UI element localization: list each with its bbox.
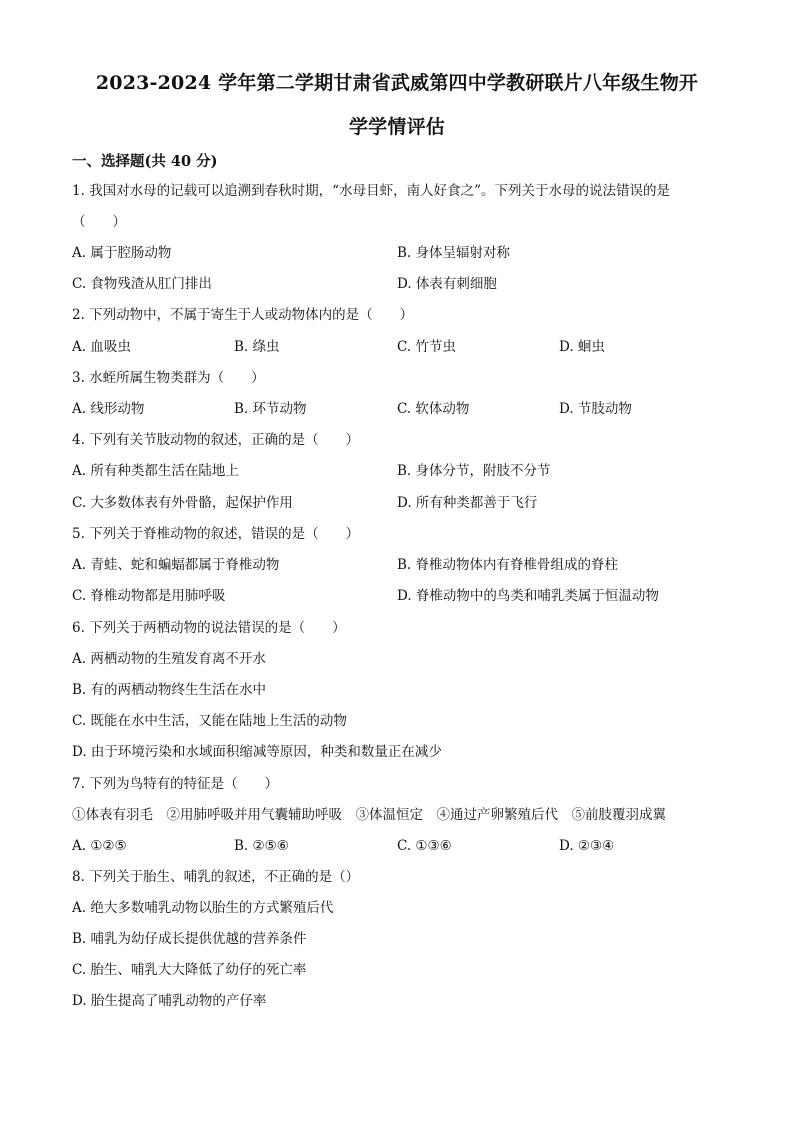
section-heading-choice: 一、选择题(共 40 分) <box>72 153 218 170</box>
exam-title-line2: 学学情评估 <box>348 116 445 138</box>
question-1-option-b: B. 身体呈辐射对称 <box>397 245 511 261</box>
question-2-option-d: D. 蛔虫 <box>559 339 605 355</box>
question-4-option-d: D. 所有种类都善于飞行 <box>397 495 538 511</box>
question-1-option-c: C. 食物残渣从肛门排出 <box>72 276 212 292</box>
question-5-option-b: B. 脊椎动物体内有脊椎骨组成的脊柱 <box>397 557 619 573</box>
question-5-stem: 5. 下列关于脊椎动物的叙述，错误的是（ ） <box>72 526 360 542</box>
question-6-option-b: B. 有的两栖动物终生生活在水中 <box>72 682 267 698</box>
question-7-features: ①体表有羽毛 ②用肺呼吸并用气囊辅助呼吸 ③体温恒定 ④通过产卵繁殖后代 ⑤前肢覆羽成翼 <box>72 807 666 823</box>
question-7-stem: 7. 下列为鸟特有的特征是（ ） <box>72 776 279 792</box>
question-7-option-d: D. ②③④ <box>559 838 615 854</box>
question-2-option-c: C. 竹节虫 <box>397 339 456 355</box>
question-1-stem-line2: （ ） <box>72 214 126 230</box>
question-6-stem: 6. 下列关于两栖动物的说法错误的是（ ） <box>72 620 346 636</box>
question-7-option-a: A. ①②⑤ <box>72 838 127 854</box>
question-4-option-b: B. 身体分节，附肢不分节 <box>397 463 551 479</box>
question-3-option-c: C. 软体动物 <box>397 401 470 417</box>
question-3-option-b: B. 环节动物 <box>234 401 307 417</box>
question-4-stem: 4. 下列有关节肢动物的叙述，正确的是（ ） <box>72 432 360 448</box>
question-4-option-c: C. 大多数体表有外骨骼，起保护作用 <box>72 495 293 511</box>
question-6-option-a: A. 两栖动物的生殖发育离不开水 <box>72 651 266 667</box>
question-5-option-c: C. 脊椎动物都是用肺呼吸 <box>72 588 226 604</box>
question-8-option-a: A. 绝大多数哺乳动物以胎生的方式繁殖后代 <box>72 900 334 916</box>
question-7-option-c: C. ①③⑥ <box>397 838 452 854</box>
question-5-option-a: A. 青蛙、蛇和蝙蝠都属于脊椎动物 <box>72 557 280 573</box>
question-8-option-d: D. 胎生提高了哺乳动物的产仔率 <box>72 993 267 1009</box>
question-1-option-a: A. 属于腔肠动物 <box>72 245 172 261</box>
question-1-stem-line1: 1. 我国对水母的记载可以追溯到春秋时期，“水母目虾，南人好食之”。下列关于水母的说法错误的是 <box>72 183 670 199</box>
question-8-option-b: B. 哺乳为幼仔成长提供优越的营养条件 <box>72 931 307 947</box>
question-2-option-b: B. 绦虫 <box>234 339 280 355</box>
question-6-option-c: C. 既能在水中生活，又能在陆地上生活的动物 <box>72 713 347 729</box>
question-3-option-d: D. 节肢动物 <box>559 401 632 417</box>
question-4-option-a: A. 所有种类都生活在陆地上 <box>72 463 239 479</box>
question-1-option-d: D. 体表有刺细胞 <box>397 276 497 292</box>
question-5-option-d: D. 脊椎动物中的鸟类和哺乳类属于恒温动物 <box>397 588 659 604</box>
exam-title-line1: 2023-2024 学年第二学期甘肃省武威第四中学教研联片八年级生物开 <box>95 72 699 94</box>
question-3-option-a: A. 线形动物 <box>72 401 145 417</box>
question-8-option-c: C. 胎生、哺乳大大降低了幼仔的死亡率 <box>72 962 307 978</box>
question-2-stem: 2. 下列动物中，不属于寄生于人或动物体内的是（ ） <box>72 307 414 323</box>
question-3-stem: 3. 水蛭所属生物类群为（ ） <box>72 370 265 386</box>
question-6-option-d: D. 由于环境污染和水域面积缩减等原因，种类和数量正在减少 <box>72 744 442 760</box>
question-8-stem: 8. 下列关于胎生、哺乳的叙述，不正确的是（） <box>72 869 360 885</box>
question-2-option-a: A. 血吸虫 <box>72 339 131 355</box>
question-7-option-b: B. ②⑤⑥ <box>234 838 289 854</box>
